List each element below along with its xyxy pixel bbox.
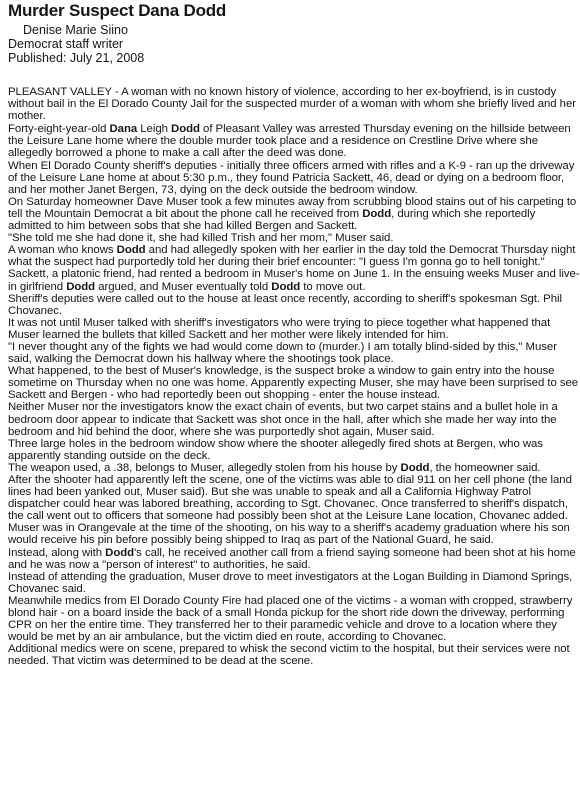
bold-name: Dodd bbox=[66, 280, 96, 293]
byline-author: Denise Marie Siino bbox=[23, 23, 128, 37]
article-paragraph: Meanwhile medics from El Dorado County Fire had placed one of the victims - a woman with cropped, strawberry blond hair - on a board inside the back of a small Honda pickup for the short ride down the driveway, performing CPR on her the entire time. They transferred her to their paramedic vehicle and drove to a location where they would be met by an air ambulance, but the victim died en route, according to Chovanec. bbox=[8, 594, 573, 644]
article-paragraph: Sheriff's deputies were called out to the house at least once recently, according to sheriff's spokesman Sgt. Phil Chovanec. bbox=[8, 292, 562, 317]
byline-role: Democrat staff writer bbox=[8, 37, 124, 51]
article-paragraph: "She told me she had done it, she had killed Trish and her mom," Muser said. bbox=[8, 232, 394, 245]
article-paragraph: It was not until Muser talked with sheriff's investigators who were trying to piece together what happened that Muser learned the bullets that killed Sackett and her mother were likely intended for him. bbox=[8, 316, 551, 341]
article-paragraph: Additional medics were on scene, prepared to whisk the second victim to the hospital, but their services were not needed. That victim was determined to be dead at the scene. bbox=[8, 643, 570, 668]
article-paragraph: Instead of attending the graduation, Muser drove to meet investigators at the Logan Building in Diamond Springs, Chovanec said. bbox=[8, 570, 573, 595]
article-paragraph: Instead, along with Dodd's call, he received another call from a friend saying someone had been shot at his home and he was now a "person of interest" to authorities, he said. bbox=[8, 546, 576, 571]
article-paragraph: Forty-eight-year-old Dana Leigh Dodd of Pleasant Valley was arrested Thursday evening on the hillside between the Leisure Lane home where the double murder took place and a residence on Crestline Drive where she allegedly borrowed a phone to make a call after the deed was done. bbox=[8, 123, 571, 160]
article-body bbox=[8, 86, 580, 668]
article-paragraph: Sackett, a platonic friend, had rented a bedroom in Muser's home on June 1. In the ensuing weeks Muser and live-in girlfriend Dodd argued, and Muser eventually told Dodd to move out. bbox=[8, 268, 580, 293]
bold-name: Dodd bbox=[271, 280, 301, 293]
byline bbox=[8, 23, 144, 65]
article-paragraph: On Saturday homeowner Dave Muser took a few minutes away from scrubbing blood stains out of his carpeting to tell the Mountain Democrat a bit about the phone call he received from Dodd, during which she reportedly admitted to him between sobs that she had killed Bergen and Sackett. bbox=[8, 195, 577, 233]
article-paragraph: What happened, to the best of Muser's knowledge, is the suspect broke a window to gain entry into the house sometime on Thursday when no one was home. Apparently expecting Muser, she may have been surprised to see Sackett and Bergen - who had reportedly been out shopping - enter the house instead. bbox=[8, 365, 579, 402]
byline-published-date: Published: July 21, 2008 bbox=[8, 51, 145, 65]
article-paragraph: Neither Muser nor the investigators know the exact chain of events, but two carpet stains and a bullet hole in a bedroom door appear to indicate that Sackett was shot once in the hall, after which she made her way into the bedroom and hid behind the door, where she was purportedly shot again, Muser said. bbox=[8, 401, 558, 438]
bold-name: Dana bbox=[109, 123, 138, 136]
bold-name: Dodd bbox=[400, 461, 430, 474]
article-paragraph: "I never thought any of the fights we had would come down to (murder.) I am totally blind-sided by this," Muser said, walking the Democrat down his hallway where the shootings took place. bbox=[8, 340, 557, 366]
article-paragraph: A woman who knows Dodd and had allegedly spoken with her earlier in the day told the Democrat Thursday night what the suspect had purportedly told her during their brief encounter: "I guess I'm gonna go to hell tonight." bbox=[8, 244, 576, 269]
article-paragraph: PLEASANT VALLEY - A woman with no known history of violence, according to her ex-boyfriend, is in custody without bail in the El Dorado County Jail for the suspected murder of a woman with whom she briefly lived and her mother. bbox=[8, 86, 576, 123]
article-paragraph: Muser was in Orangevale at the time of the shooting, on his way to a sheriff's academy graduation where his son would receive his pin before possibly being shipped to Iraq as part of the National Guard, he said. bbox=[8, 522, 570, 547]
article-paragraph: The weapon used, a .38, belongs to Muser, allegedly stolen from his house by Dodd, the homeowner said. bbox=[8, 461, 541, 474]
bold-name: Dodd bbox=[116, 244, 146, 257]
bold-name: Dodd bbox=[362, 207, 392, 220]
article-paragraph: When El Dorado County sheriff's deputies - initially three officers armed with rifles and a K-9 - ran up the driveway of the Leisure Lane home at about 5:30 p.m., they found Patricia Sackett, 46, dead or dying on a bedroom floor, and her mother Janet Bergen, 73, dying on the deck outside the bedroom window. bbox=[8, 159, 575, 196]
article-paragraph: After the shooter had apparently left the scene, one of the victims was able to dial 911 on her cell phone (the land lines had been yanked out, Muser said). But she was unable to speak and all a California Highway Patrol dispatcher could hear was labored breathing, according to Sgt. Chovanec. Once transferred to sheriff's dispatch, the call went out to officers that someone had possibly been shot at the Leisure Lane location, Chovanec added. bbox=[8, 474, 572, 523]
article-paragraph: Three large holes in the bedroom window show where the shooter allegedly fired shots at Bergen, who was apparently standing outside on the deck. bbox=[8, 437, 543, 462]
article-headline: Murder Suspect Dana Dodd bbox=[8, 1, 227, 20]
bold-name: Dodd bbox=[105, 546, 135, 559]
bold-name: Dodd bbox=[171, 123, 200, 136]
